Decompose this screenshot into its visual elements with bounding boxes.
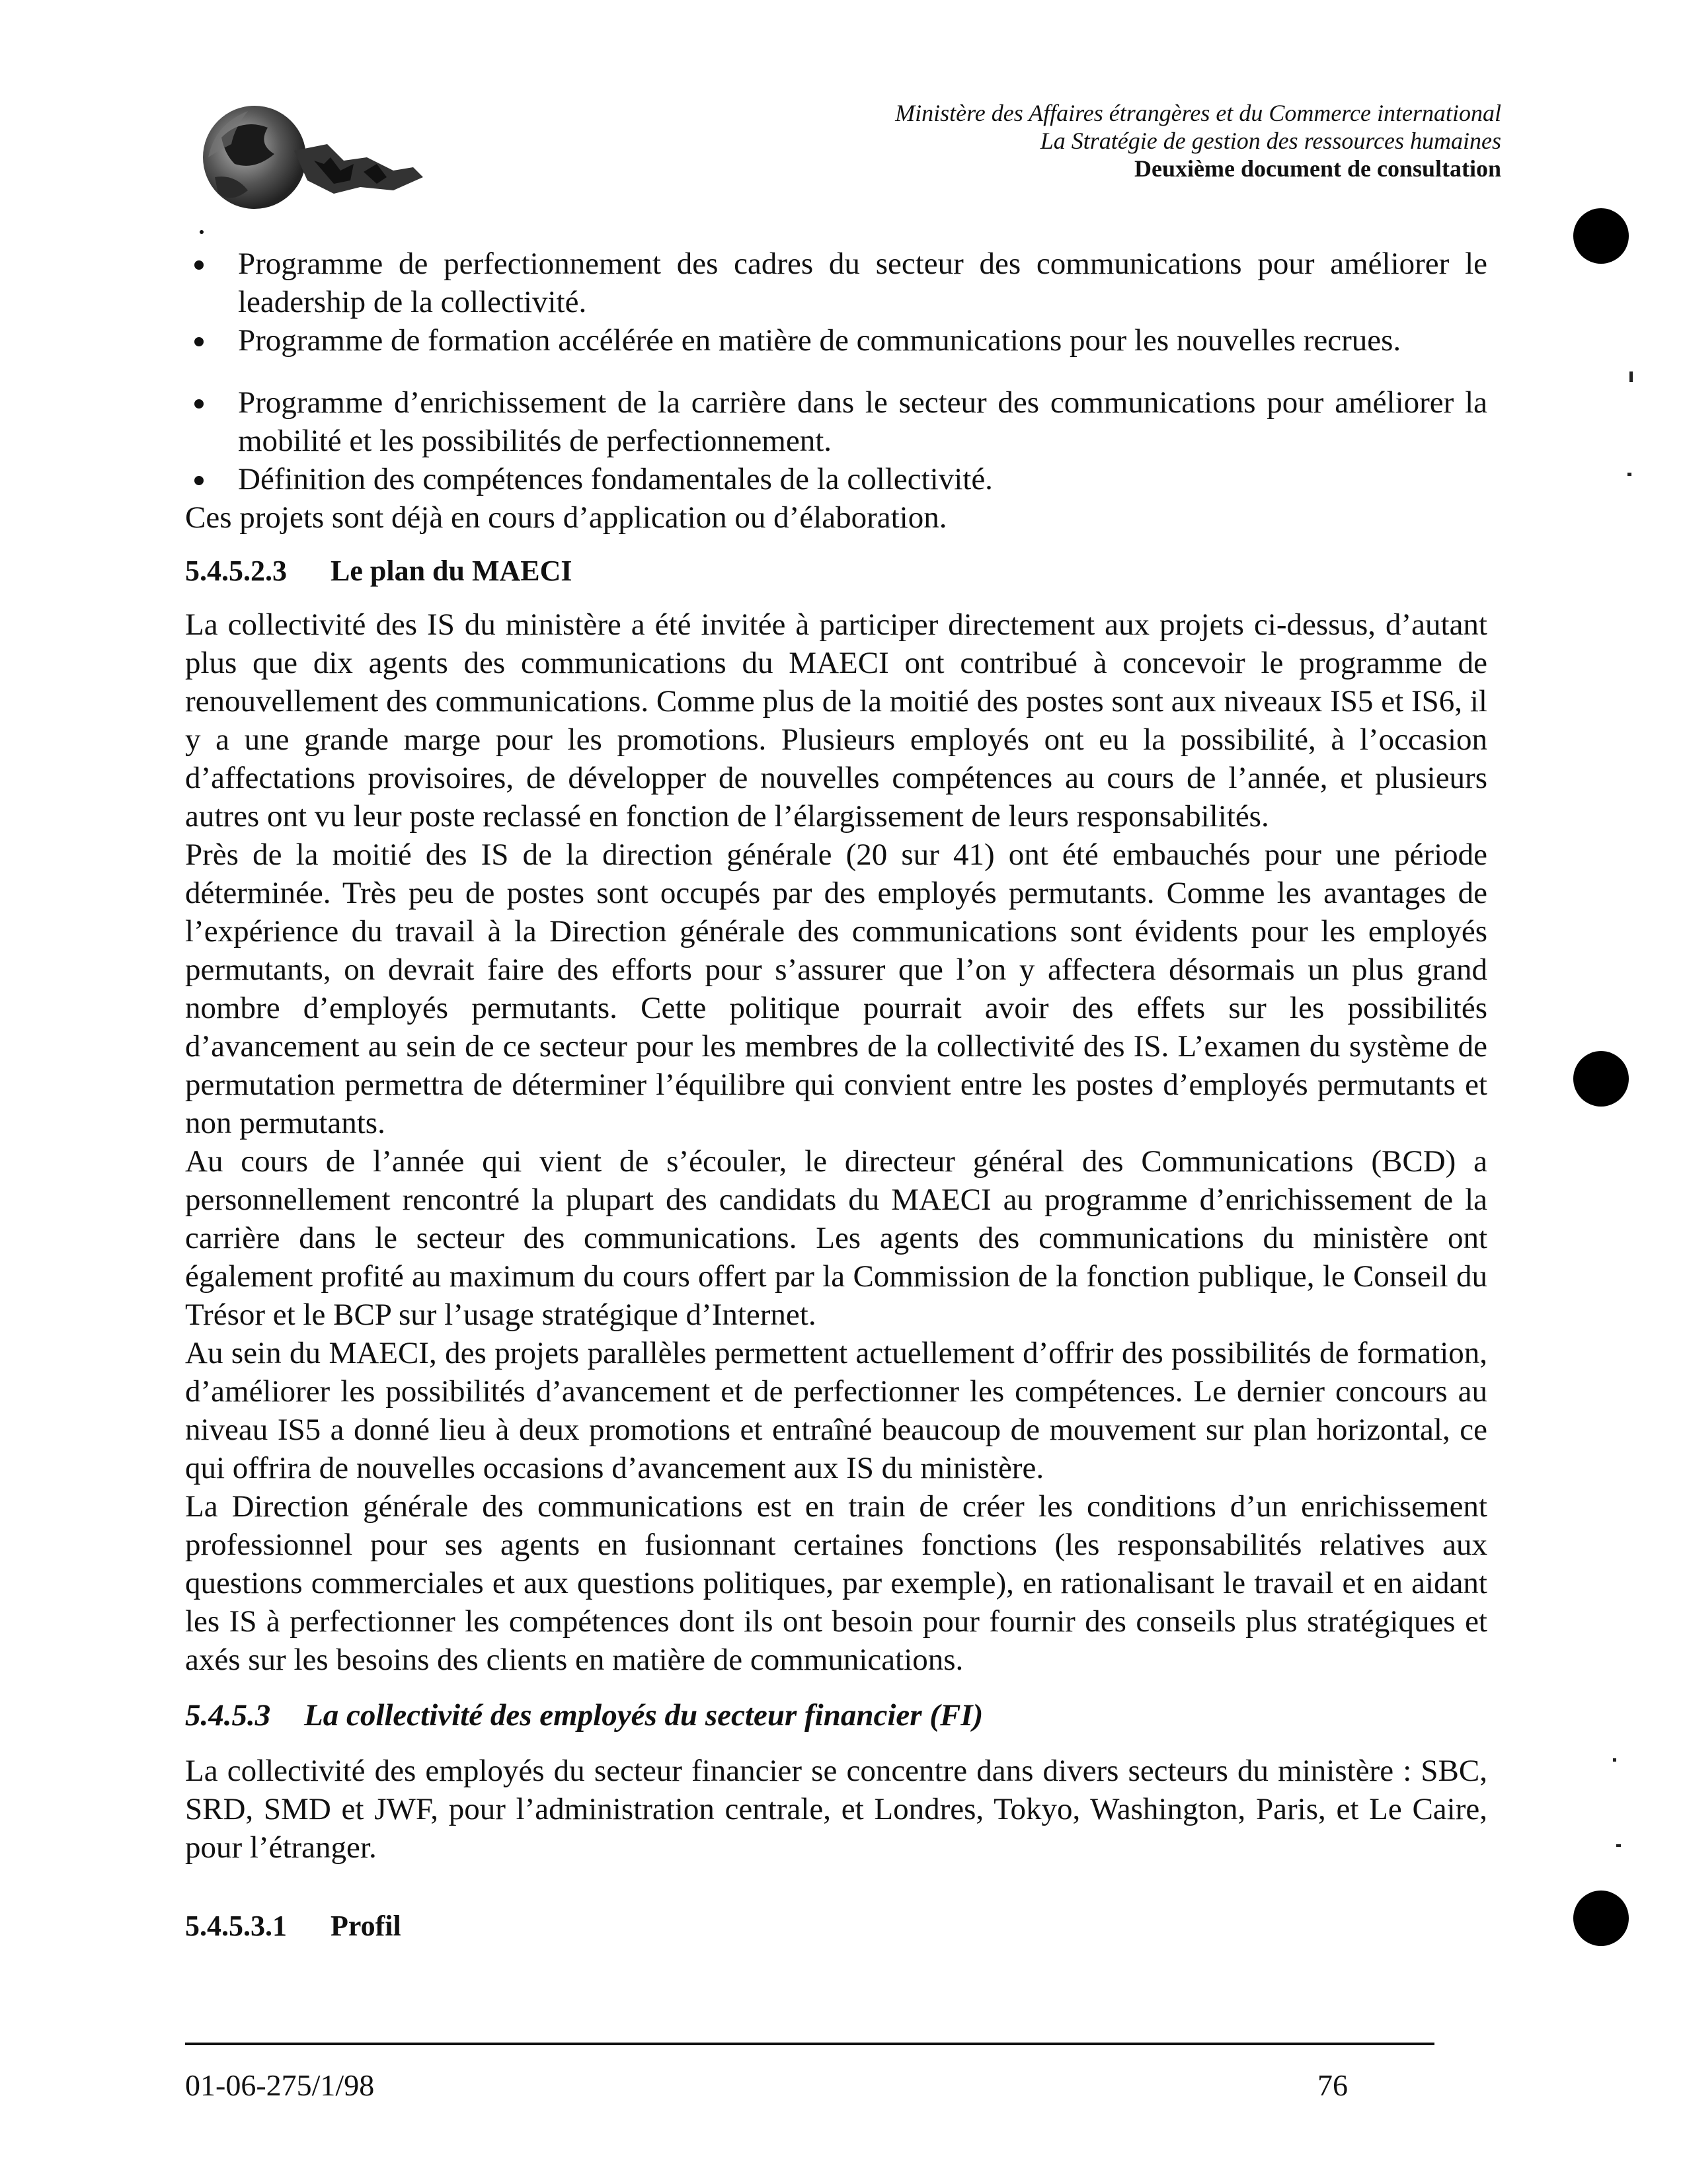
- page-number: 76: [1317, 2068, 1348, 2102]
- paragraph: Près de la moitié des IS de la direction générale (20 sur 41) ont été embauchés pour une période déterminée. Très peu de postes sont occupés par des employés permutants. Comme les avantages de l’expérience du travail à la Direction générale des communications sont évidents pour les employés permutants, on devrait faire des efforts pour s’assurer que l’on y affectera désormais un plus grand nombre d’employés permutants. Cette politique pourrait avoir des effets sur les possibilités d’avancement au sein de ce secteur pour les membres de la collectivité des IS. L’examen du système de permutation permettra de déterminer l’équilibre qui convient entre les postes d’employés permutants et non permutants.: [185, 838, 1487, 1140]
- document-header: [895, 99, 1501, 182]
- section-title: Le plan du MAECI: [331, 555, 572, 587]
- list-item: Programme d’enrichissement de la carrière dans le secteur des communications pour améliorer la mobilité et les possibilités de perfectionnement.: [185, 383, 1487, 460]
- status-line: Ces projets sont déjà en cours d’application ou d’élaboration.: [185, 500, 947, 535]
- list-item: Programme de formation accélérée en matière de communications pour les nouvelles recrues.: [185, 321, 1487, 360]
- paragraph: Au cours de l’année qui vient de s’écouler, le directeur général des Communications (BCD) a personnellement rencontré la plupart des candidats du MAECI au programme d’enrichissement de la carrière dans le secteur des communications. Les agents des communications du ministère ont également profité au maximum du cours offert par la Commission de la fonction publique, le Conseil du Trésor et le BCP sur l’usage stratégique d’Internet.: [185, 1144, 1487, 1332]
- bullet-list-bottom: [185, 383, 1487, 498]
- paragraph: La Direction générale des communications est en train de créer les conditions d’un enrichissement professionnel pour ses agents en fusionnant certaines fonctions (les responsabilités relatives aux questions commerciales et aux questions politiques, par exemple), en rationalisant le travail et en aidant les IS à perfectionner les compétences dont ils ont besoin pour fournir des conseils plus stratégiques et axés sur les besoins des clients en matière de communications.: [185, 1489, 1487, 1677]
- list-item: Définition des compétences fondamentales de la collectivité.: [185, 460, 1487, 498]
- scan-mark: [1613, 1758, 1616, 1762]
- stray-mark: [200, 230, 204, 234]
- paragraph: La collectivité des employés du secteur financier se concentre dans divers secteurs du ministère : SBC, SRD, SMD et JWF, pour l’administration centrale, et Londres, Tokyo, Washington, Paris, et Le Caire, pour l’étranger.: [185, 1754, 1487, 1865]
- scan-mark: [1627, 473, 1631, 476]
- section-number: 5.4.5.3: [185, 1698, 271, 1733]
- section-title: Profil: [331, 1910, 401, 1942]
- header-strategy: La Stratégie de gestion des ressources humaines: [1040, 128, 1501, 154]
- punch-hole: [1573, 1051, 1629, 1107]
- scan-mark: [1616, 1844, 1621, 1847]
- section-number: 5.4.5.2.3: [185, 555, 287, 587]
- footer-divider: [185, 2043, 1434, 2045]
- header-ministry: Ministère des Affaires étrangères et du Commerce international: [895, 100, 1501, 126]
- punch-hole: [1573, 1891, 1629, 1946]
- section-number: 5.4.5.3.1: [185, 1910, 287, 1942]
- document-number: 01-06-275/1/98: [185, 2068, 375, 2102]
- section-title: La collectivité des employés du secteur financier (FI): [304, 1698, 984, 1733]
- list-item: Programme de perfectionnement des cadres du secteur des communications pour améliorer le leadership de la collectivité.: [185, 245, 1487, 321]
- scan-mark: [1629, 371, 1633, 382]
- page-body: [185, 245, 1487, 1945]
- section-heading-profil: [185, 1908, 1487, 1945]
- paragraph: Au sein du MAECI, des projets parallèles permettent actuellement d’offrir des possibilités de formation, d’améliorer les possibilités d’avancement et de perfectionner les compétences. Le dernier concours au niveau IS5 a donné lieu à deux promotions et entraîné beaucoup de mouvement sur plan horizontal, ce qui offrira de nouvelles occasions d’avancement aux IS du ministère.: [185, 1336, 1487, 1485]
- section-heading-maeci: [185, 553, 1487, 590]
- header-consultation: Deuxième document de consultation: [1134, 155, 1501, 182]
- paragraph: La collectivité des IS du ministère a été invitée à participer directement aux projets ci-dessus, d’autant plus que dix agents des communications du MAECI ont contribué à concevoir le programme de renouvellement des communications. Comme plus de la moitié des postes sont aux niveaux IS5 et IS6, il y a une grande marge pour les promotions. Plusieurs employés ont eu la possibilité, à l’occasion d’affectations provisoires, de développer de nouvelles compétences au cours de l’année, et plusieurs autres ont vu leur poste reclassé en fonction de l’élargissement de leurs responsabilités.: [185, 607, 1487, 834]
- bullet-list-top: [185, 245, 1487, 360]
- section-heading-fi: [185, 1696, 1487, 1735]
- punch-hole: [1573, 208, 1629, 264]
- ministry-logo: [195, 98, 446, 217]
